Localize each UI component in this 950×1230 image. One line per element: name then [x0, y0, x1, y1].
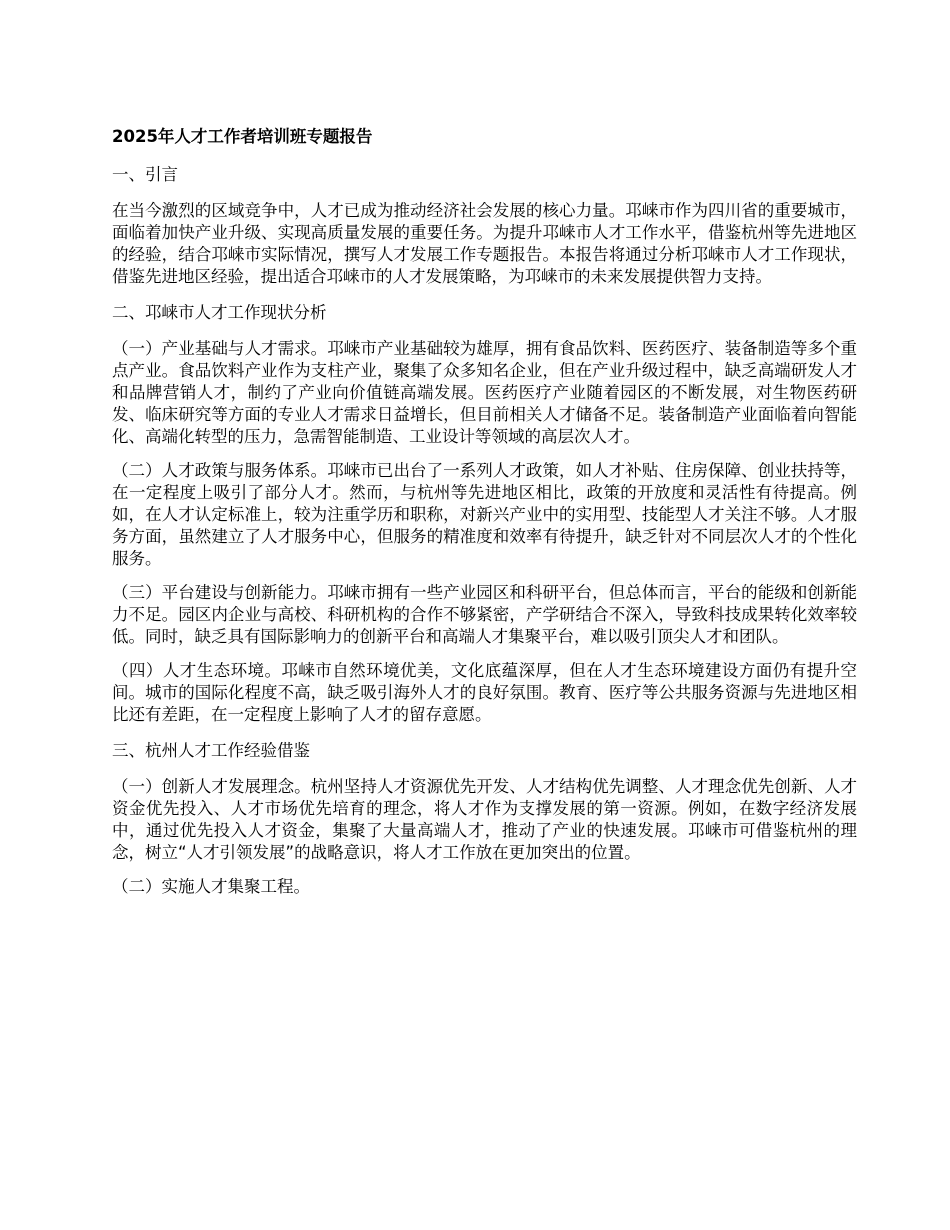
paragraph-industry-demand: （一）产业基础与人才需求。邛崃市产业基础较为雄厚，拥有食品饮料、医药医疗、装备制造等多个重点产业。食品饮料产业作为支柱产业，聚集了众多知名企业，但在产业升级过程中，缺乏高端研发人才和品牌营销人才，制约了产业向价值链高端发展。医药医疗产业随着园区的不断发展，对生物医药研发、临床研究等方面的专业人才需求日益增长，但目前相关人才储备不足。装备制造产业面临着向智能化、高端化转型的压力，急需智能制造、工业设计等领域的高层次人才。 [112, 339, 857, 446]
section-heading-hangzhou: 三、杭州人才工作经验借鉴 [112, 741, 310, 760]
paragraph-talent-ecology: （四）人才生态环境。邛崃市自然环境优美，文化底蕴深厚，但在人才生态环境建设方面仍有提升空间。城市的国际化程度不高，缺乏吸引海外人才的良好氛围。教育、医疗等公共服务资源与先进地区相比还有差距，在一定程度上影响了人才的留存意愿。 [112, 661, 857, 724]
document-title: 2025年人才工作者培训班专题报告 [112, 127, 373, 146]
paragraph-platform-innovation: （三）平台建设与创新能力。邛崃市拥有一些产业园区和科研平台，但总体而言，平台的能级和创新能力不足。园区内企业与高校、科研机构的合作不够紧密，产学研结合不深入，导致科技成果转化效率较低。同时，缺乏具有国际影响力的创新平台和高端人才集聚平台，难以吸引顶尖人才和团队。 [112, 583, 857, 646]
paragraph-policy-service: （二）人才政策与服务体系。邛崃市已出台了一系列人才政策，如人才补贴、住房保障、创业扶持等，在一定程度上吸引了部分人才。然而，与杭州等先进地区相比，政策的开放度和灵活性有待提高。例如，在人才认定标准上，较为注重学历和职称，对新兴产业中的实用型、技能型人才关注不够。人才服务方面，虽然建立了人才服务中心，但服务的精准度和效率有待提升，缺乏针对不同层次人才的个性化服务。 [112, 461, 857, 568]
document-page [112, 124, 857, 910]
paragraph-talent-gathering: （二）实施人才集聚工程。 [112, 877, 310, 896]
section-heading-status: 二、邛崃市人才工作现状分析 [112, 303, 327, 322]
paragraph-intro: 在当今激烈的区域竞争中，人才已成为推动经济社会发展的核心力量。邛崃市作为四川省的重要城市，面临着加快产业升级、实现高质量发展的重要任务。为提升邛崃市人才工作水平，借鉴杭州等先进地区的经验，结合邛崃市实际情况，撰写人才发展工作专题报告。本报告将通过分析邛崃市人才工作现状，借鉴先进地区经验，提出适合邛崃市的人才发展策略，为邛崃市的未来发展提供智力支持。 [112, 201, 857, 286]
paragraph-development-concept: （一）创新人才发展理念。杭州坚持人才资源优先开发、人才结构优先调整、人才理念优先创新、人才资金优先投入、人才市场优先培育的理念，将人才作为支撑发展的第一资源。例如，在数字经济发展中，通过优先投入人才资金，集聚了大量高端人才，推动了产业的快速发展。邛崃市可借鉴杭州的理念，树立“人才引领发展”的战略意识，将人才工作放在更加突出的位置。 [112, 777, 857, 862]
section-heading-intro: 一、引言 [112, 165, 178, 184]
